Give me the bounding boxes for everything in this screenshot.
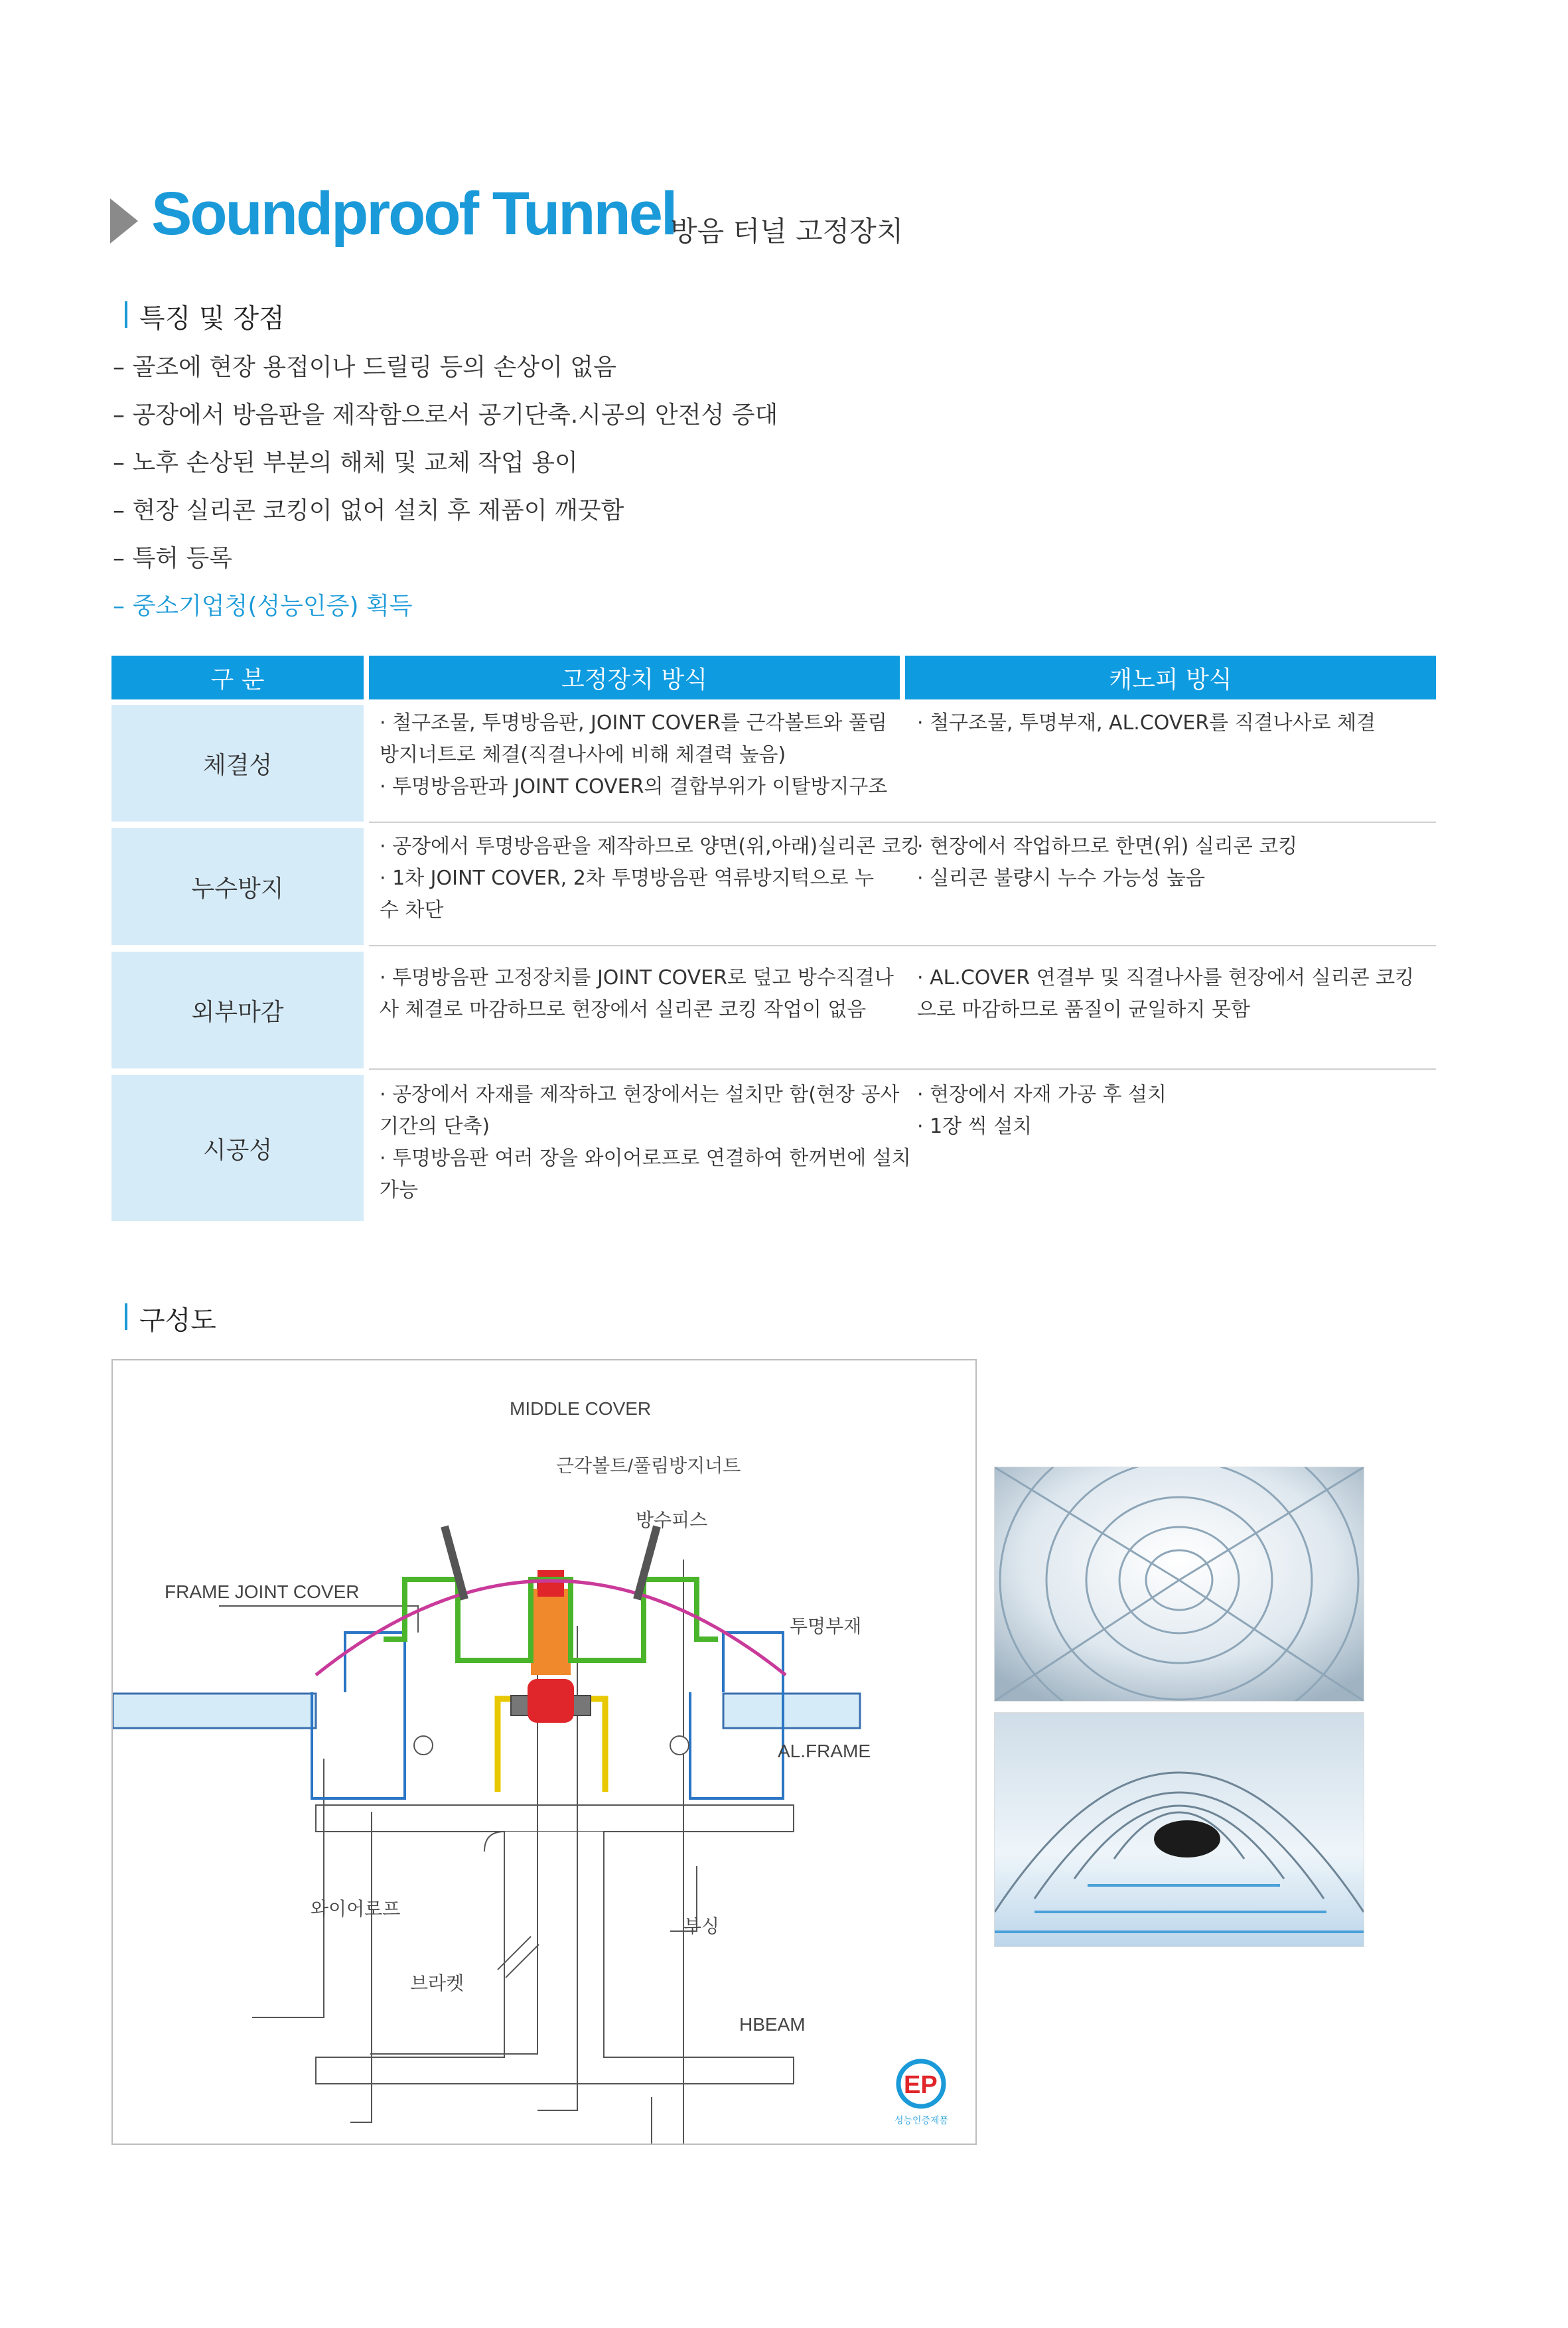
cell-line: · 철구조물, 투명방음판, JOINT COVER를 근각볼트와 풀림 bbox=[380, 711, 887, 735]
cell-line: 사 체결로 마감하므로 현장에서 실리콘 코킹 작업이 없음 bbox=[380, 998, 867, 1021]
table-cell-fixed bbox=[380, 831, 920, 926]
transparent-panel-right bbox=[723, 1694, 860, 1728]
cell-line: · 공장에서 투명방음판을 제작하므로 양면(위,아래)실리콘 코킹 bbox=[380, 835, 920, 858]
cell-line: · 1장 씩 설치 bbox=[917, 1115, 1033, 1138]
feature-item-highlight: – 중소기업청(성능인증) 획득 bbox=[113, 593, 413, 620]
tunnel-photo-top bbox=[994, 1467, 1364, 1702]
feature-item: – 노후 손상된 부분의 해체 및 교체 작업 용이 bbox=[113, 449, 578, 476]
row-divider bbox=[369, 945, 1436, 946]
table-cell-canopy bbox=[917, 707, 1376, 739]
cell-line: 방지너트로 체결(직결나사에 비해 체결력 높음) bbox=[380, 743, 786, 766]
table-cell-canopy bbox=[917, 962, 1414, 1026]
table-cell-canopy bbox=[917, 1079, 1167, 1143]
cell-line: · 투명방음판과 JOINT COVER의 결합부위가 이탈방지구조 bbox=[380, 775, 888, 798]
cell-line: · 투명방음판 여러 장을 와이어로프로 연결하여 한꺼번에 설치 bbox=[380, 1147, 911, 1170]
cell-line: · 투명방음판 고정장치를 JOINT COVER로 덮고 방수직결나 bbox=[380, 966, 894, 989]
label-wire-rope: 와이어로프 bbox=[311, 1899, 401, 1919]
feature-item: – 공장에서 방음판을 제작함으로서 공기단축.시공의 안전성 증대 bbox=[113, 401, 778, 429]
cell-line: · 현장에서 자재 가공 후 설치 bbox=[917, 1083, 1167, 1106]
diagram-drawing bbox=[113, 1360, 975, 2144]
cell-line: · 공장에서 자재를 제작하고 현장에서는 설치만 함(현장 공사 bbox=[380, 1083, 900, 1106]
cell-line: 기간의 단축) bbox=[380, 1115, 490, 1138]
table-header-fixed: 고정장치 방식 bbox=[369, 656, 900, 699]
table-row-category: 외부마감 bbox=[111, 952, 364, 1068]
bolt-head bbox=[528, 1679, 574, 1723]
label-bushing: 부싱 bbox=[683, 1916, 720, 1936]
waterproof-screw-right bbox=[637, 1526, 657, 1599]
anti-loosening-nut bbox=[531, 1589, 571, 1675]
al-frame-left bbox=[312, 1633, 405, 1798]
title-arrow-icon bbox=[110, 198, 138, 244]
label-bracket: 브라켓 bbox=[410, 1973, 464, 1994]
section-bar bbox=[125, 301, 127, 328]
row-divider bbox=[369, 1068, 1436, 1070]
leader-hbeam bbox=[630, 2097, 652, 2144]
wire-rope-right bbox=[670, 1736, 689, 1755]
cell-line: 으로 마감하므로 품질이 균일하지 못함 bbox=[917, 998, 1250, 1021]
cell-line: · 철구조물, 투명부재, AL.COVER를 직결나사로 체결 bbox=[917, 711, 1376, 735]
table-row-category: 시공성 bbox=[111, 1075, 364, 1221]
hbeam-top-flange bbox=[316, 1805, 794, 1832]
table-cell-fixed bbox=[380, 962, 894, 1026]
feature-item: – 현장 실리콘 코킹이 없어 설치 후 제품이 깨끗함 bbox=[113, 497, 624, 524]
structure-heading-text: 구성도 bbox=[139, 1305, 216, 1336]
table-cell-canopy bbox=[917, 831, 1297, 895]
ep-logo bbox=[894, 2061, 949, 2126]
label-al-frame: AL.FRAME bbox=[778, 1741, 871, 1761]
tunnel-photo-bottom bbox=[994, 1712, 1364, 1947]
features-heading bbox=[139, 297, 285, 335]
hbeam-web bbox=[316, 1832, 794, 2084]
cell-line: 가능 bbox=[380, 1179, 418, 1202]
feature-item: – 특허 등록 bbox=[113, 545, 232, 572]
label-middle-cover: MIDDLE COVER bbox=[510, 1398, 652, 1419]
page-subtitle: 방음 터널 고정장치 bbox=[670, 215, 904, 248]
tunnel-photo-bottom-drawing bbox=[995, 1713, 1364, 1946]
leader-frame-joint-cover bbox=[219, 1606, 418, 1633]
hbeam-fillet bbox=[484, 1832, 504, 1852]
table-header-canopy: 캐노피 방식 bbox=[905, 656, 1436, 699]
ep-logo-caption: 성능인증제품 bbox=[894, 2115, 949, 2126]
label-bolt-nut: 근각볼트/풀림방지너트 bbox=[556, 1455, 741, 1476]
label-waterproof-screw: 방수피스 bbox=[636, 1510, 708, 1530]
table-row-category: 체결성 bbox=[111, 705, 364, 822]
cell-line: · 실리콘 불량시 누수 가능성 높음 bbox=[917, 867, 1205, 890]
wire-rope-left bbox=[414, 1736, 433, 1755]
cell-line: · 1차 JOINT COVER, 2차 투명방음판 역류방지턱으로 누 bbox=[380, 867, 875, 890]
waterproof-screw-left bbox=[445, 1526, 464, 1599]
leader-waterproof bbox=[657, 1560, 683, 2144]
label-frame-joint-cover: FRAME JOINT COVER bbox=[165, 1581, 360, 1602]
structure-heading bbox=[139, 1299, 216, 1337]
table-header-category: 구 분 bbox=[111, 656, 364, 699]
features-heading-text: 특징 및 장점 bbox=[139, 303, 285, 334]
tunnel-photo-top-drawing bbox=[995, 1467, 1364, 1701]
table-row-category: 누수방지 bbox=[111, 828, 364, 945]
section-bar bbox=[125, 1303, 127, 1330]
cell-line: 수 차단 bbox=[380, 899, 444, 922]
cell-line: · 현장에서 작업하므로 한면(위) 실리콘 코킹 bbox=[917, 835, 1298, 858]
bolt-shank bbox=[537, 1570, 564, 1597]
structure-diagram bbox=[111, 1359, 977, 2145]
ep-logo-text: EP bbox=[904, 2071, 938, 2099]
transparent-panel-left bbox=[113, 1694, 316, 1728]
table-cell-fixed bbox=[380, 1079, 911, 1206]
label-transparent-member: 투명부재 bbox=[790, 1616, 862, 1637]
cell-line: · AL.COVER 연결부 및 직결나사를 현장에서 실리콘 코킹 bbox=[917, 966, 1415, 989]
page-title: Soundproof Tunnel bbox=[151, 180, 676, 248]
row-divider bbox=[369, 822, 1436, 823]
label-hbeam: HBEAM bbox=[739, 2014, 806, 2035]
table-cell-fixed bbox=[380, 707, 887, 803]
feature-item: – 골조에 현장 용접이나 드릴링 등의 손상이 없음 bbox=[113, 354, 616, 381]
